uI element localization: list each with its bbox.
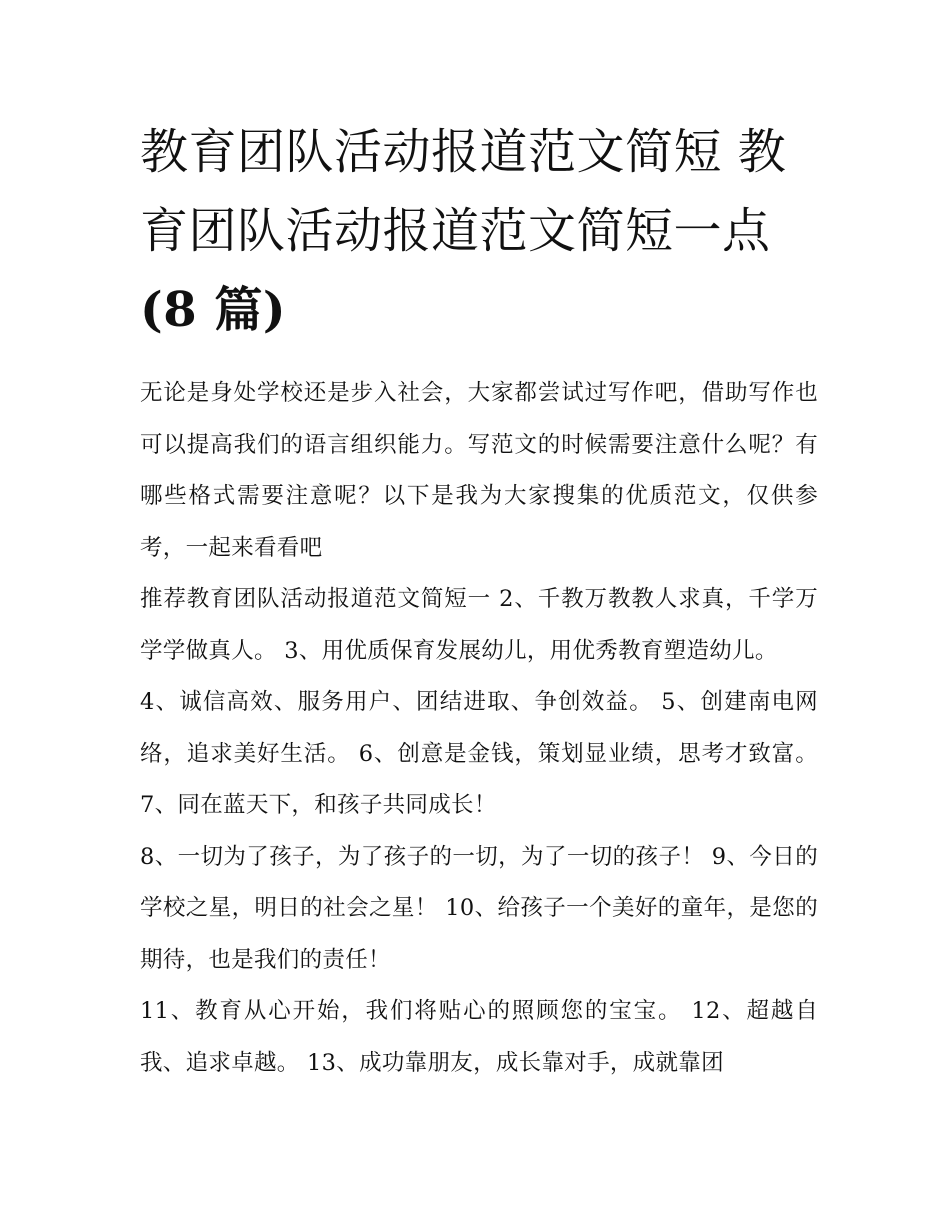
title-line-3: (8 篇)	[140, 282, 287, 338]
document-page	[140, 113, 818, 1089]
body-paragraph-4: 11、教育从心开始，我们将贴心的照顾您的宝宝。 12、超越自我、追求卓越。 13、成功靠朋友，成长靠对手，成就靠团	[140, 998, 818, 1076]
body-paragraph-1: 推荐教育团队活动报道范文简短一 2、千教万教教人求真，千学万学学做真人。 3、用优质保育发展幼儿，用优秀教育塑造幼儿。	[140, 586, 818, 664]
body-paragraph-3: 8、一切为了孩子，为了孩子的一切，为了一切的孩子！ 9、今日的学校之星，明日的社会之星！ 10、给孩子一个美好的童年，是您的期待，也是我们的责任！	[140, 843, 818, 973]
body-paragraph-2: 4、诚信高效、服务用户、团结进取、争创效益。 5、创建南电网络，追求美好生活。 6、创意是金钱，策划显业绩，思考才致富。 7、同在蓝天下，和孩子共同成长！	[140, 689, 818, 818]
document-body	[140, 368, 818, 1089]
intro-paragraph: 无论是身处学校还是步入社会，大家都尝试过写作吧，借助写作也可以提高我们的语言组织能力。写范文的时候需要注意什么呢？有哪些格式需要注意呢？以下是我为大家搜集的优质范文，仅供参考，一起来看看吧	[140, 380, 818, 561]
title-line-1: 教育团队活动报道范文简短 教	[140, 124, 787, 180]
title-line-2: 育团队活动报道范文简短一点	[140, 203, 771, 259]
document-title	[140, 113, 818, 350]
